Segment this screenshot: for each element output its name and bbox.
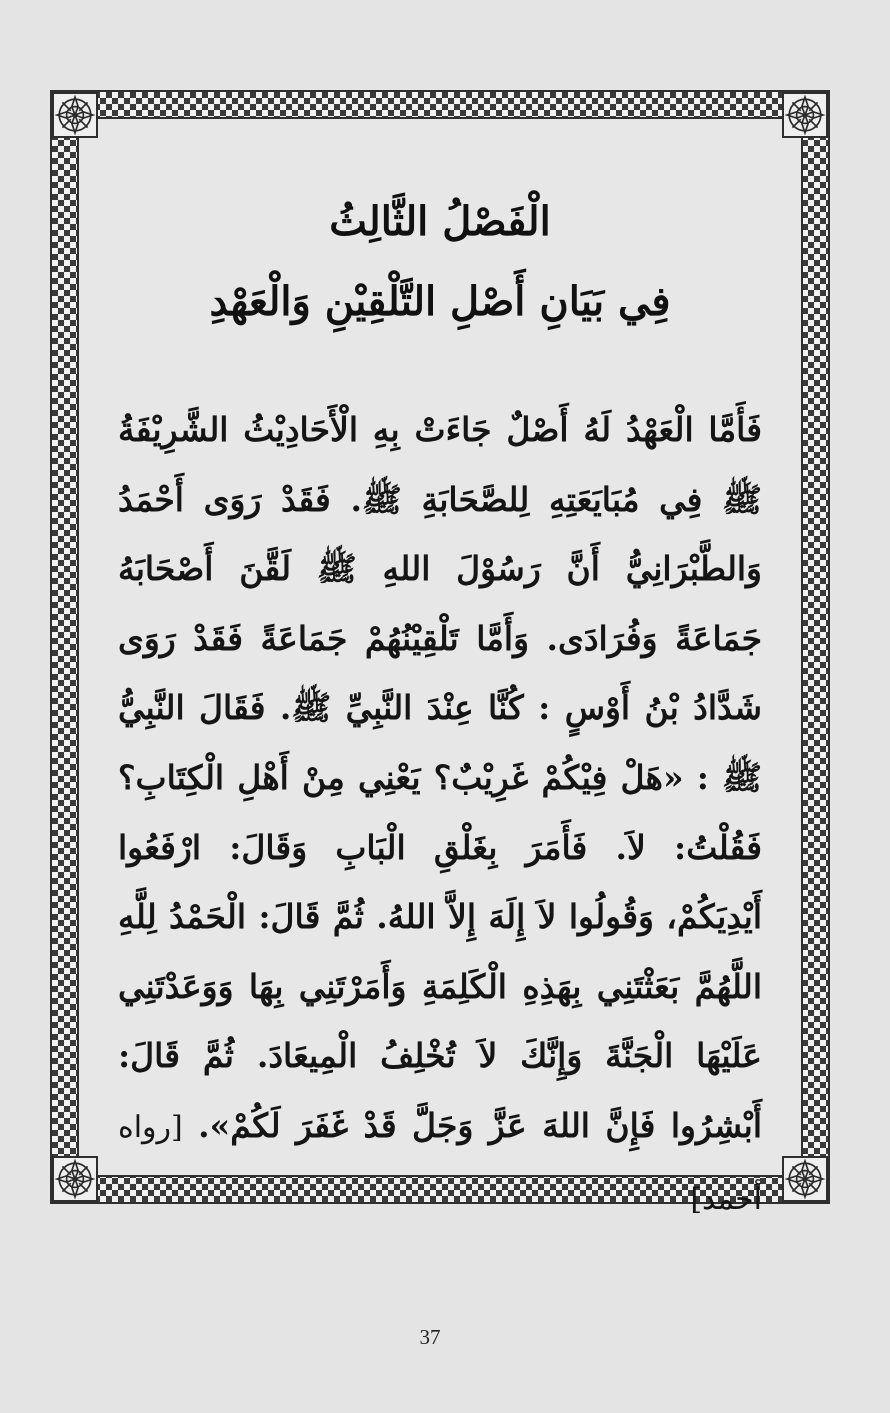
corner-ornament-icon — [52, 1156, 98, 1202]
chapter-subtitle: فِي بَيَانِ أَصْلِ التَّلْقِيْنِ وَالْعَهْدِ — [209, 278, 671, 325]
corner-ornament-icon — [782, 92, 828, 138]
corner-ornament-icon — [782, 1156, 828, 1202]
paragraph-text: فَأَمَّا الْعَهْدُ لَهُ أَصْلٌ جَاءَتْ بِهِ الْأَحَادِيْثُ الشَّرِيْفَةُ ﷺ فِي مُبَايَعَتِهِ لِلصَّحَابَةِ ﷺ. فَقَدْ رَوَى أَحْمَدُ وَالطَّبْرَانِيُّ أَنَّ رَسُوْلَ اللهِ ﷺ لَقَّنَ أَصْحَابَهُ جَمَاعَةً وَفُرَادَى. وَأَمَّا تَلْقِيْنُهُمْ جَمَاعَةً فَقَدْ رَوَى شَدَّادُ بْنُ أَوْسٍ : كُنَّا عِنْدَ النَّبِيِّ ﷺ. فَقَالَ النَّبِيُّ ﷺ : «هَلْ فِيْكُمْ غَرِيْبٌ؟ يَعْنِي مِنْ أَهْلِ الْكِتَابِ؟ فَقُلْتُ: لاَ. فَأَمَرَ بِغَلْقِ الْبَابِ وَقَالَ: ارْفَعُوا أَيْدِيَكُمْ، وَقُولُوا لاَ إِلَهَ إِلاَّ اللهُ. ثُمَّ قَالَ: الْحَمْدُ لِلَّهِ اللَّهُمَّ بَعَثْتَنِي بِهَذِهِ الْكَلِمَةِ وَأَمَرْتَنِي بِهَا وَوَعَدْتَنِي عَلَيْهَا الْجَنَّةَ وَإِنَّكَ لاَ تُخْلِفُ الْمِيعَادَ. ثُمَّ قَالَ: أَبْشِرُوا فَإِنَّ اللهَ عَزَّ وَجَلَّ قَدْ غَفَرَ لَكُمْ». — [118, 410, 762, 1145]
corner-ornament-icon — [52, 92, 98, 138]
body-paragraph — [118, 395, 762, 1234]
citation: [رواه أحمد] — [118, 1109, 762, 1217]
page-number: 37 — [419, 1325, 441, 1349]
chapter-title: الْفَصْلُ الثَّالِثُ — [329, 198, 551, 245]
